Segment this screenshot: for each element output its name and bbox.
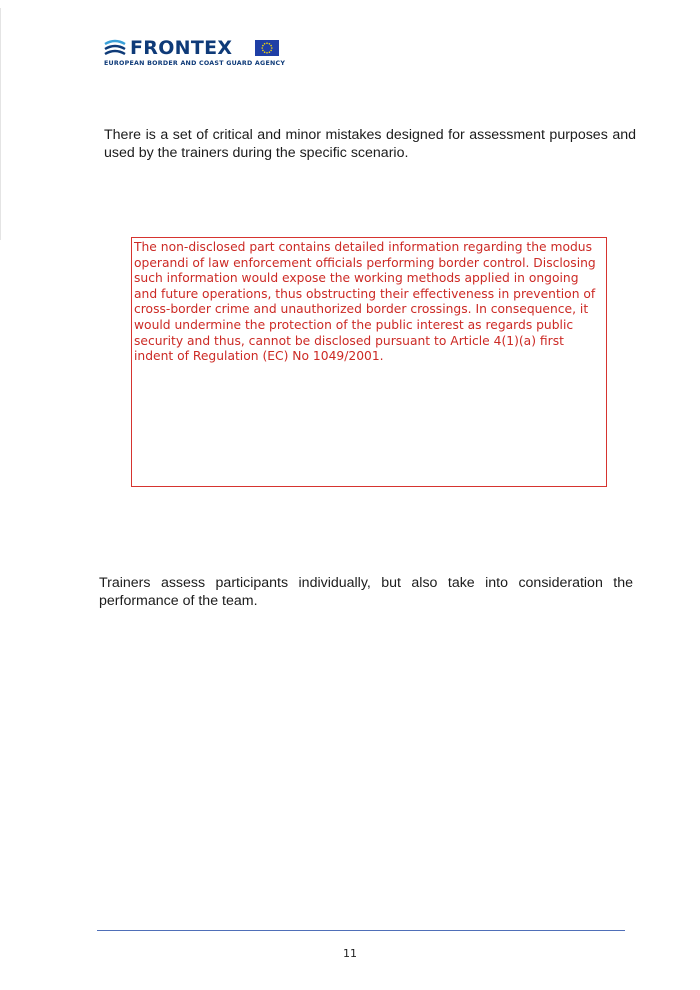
page-number: 11 [343, 947, 357, 960]
redaction-notice: The non-disclosed part contains detailed information regarding the modus operandi of law enforcement officials performing border control. Disclosing such information would expose the working methods applied in ongoing and future operations, thus obstructing their effectiveness in prevention of cross-border crime and unauthorized border crossings. In consequence, it would undermine the protection of the public interest as regards public security and thus, cannot be disclosed pursuant to Article 4(1)(a) first indent of Regulation (EC) No 1049/2001. [134, 240, 596, 364]
redaction-box [131, 237, 607, 487]
frontex-logo [104, 36, 294, 70]
assessment-paragraph: There is a set of critical and minor mistakes designed for assessment purposes and used by the trainers during the specific scenario. [104, 127, 636, 161]
trainers-paragraph: Trainers assess participants individually, but also take into consideration the performance of the team. [99, 575, 633, 609]
scan-edge-mark [0, 8, 1, 240]
brand-subtitle: EUROPEAN BORDER AND COAST GUARD AGENCY [104, 60, 286, 67]
brand-name: FRONTEX [130, 37, 233, 59]
footer-divider [97, 930, 625, 931]
eu-flag-icon [255, 40, 279, 56]
frontex-waves-icon [104, 39, 126, 57]
